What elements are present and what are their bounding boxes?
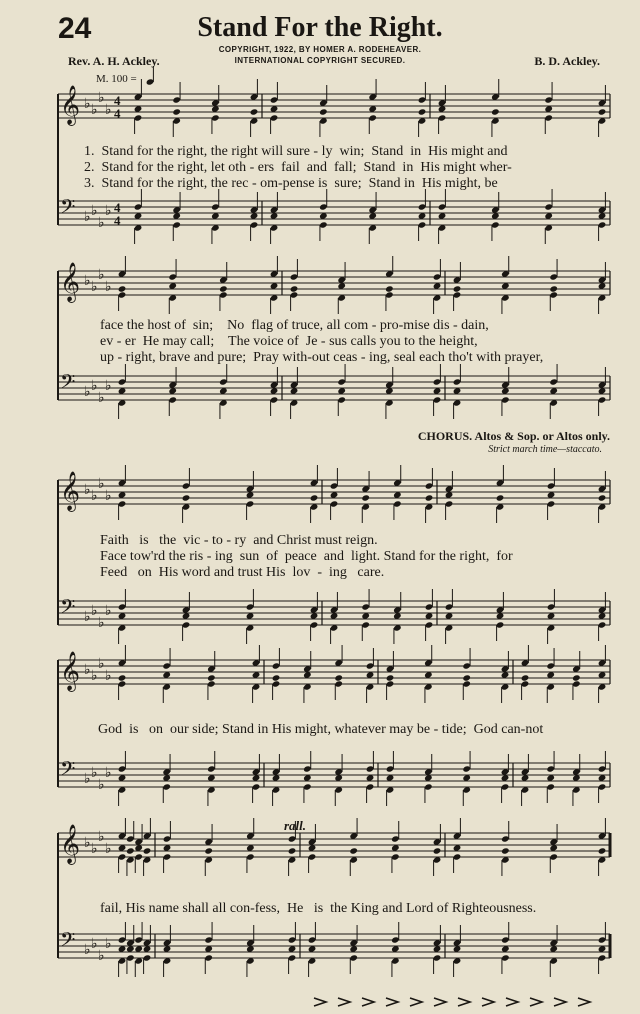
bass-clef-icon: 𝄢	[60, 195, 76, 223]
flat-icon: ♭	[84, 273, 91, 289]
flat-icon: ♭	[91, 203, 98, 219]
verse1-line1: 1. Stand for the right, the right will sure - ly win; Stand in His might and	[84, 144, 508, 159]
hymn-title: Stand For the Right.	[197, 12, 443, 43]
flat-icon: ♭	[105, 841, 112, 857]
notehead	[453, 285, 462, 292]
bass-clef-icon: 𝄢	[60, 370, 76, 398]
notehead	[118, 674, 127, 681]
verse1-line3: Faith is the vic - to - ry and Christ must reign.	[100, 533, 378, 548]
flat-icon: ♭	[105, 102, 112, 118]
notehead	[118, 285, 127, 292]
flat-icon: ♭	[98, 829, 105, 845]
notehead	[425, 494, 434, 501]
notehead	[386, 674, 395, 681]
time-signature: 4	[114, 213, 121, 228]
flat-icon: ♭	[84, 482, 91, 498]
verse3-line1: 3. Stand for the right, the rec - om-pense is sure; Stand in His might, be	[84, 176, 498, 191]
flat-icon: ♭	[105, 279, 112, 295]
notehead	[418, 108, 427, 115]
chorus-line1: God is on our side; Stand in His might, whatever may be - tide; God can-not	[98, 722, 544, 737]
notehead	[250, 108, 259, 115]
verse3-line3: Feed on His word and trust His lov - ing care.	[100, 565, 385, 580]
notehead	[521, 674, 530, 681]
flat-icon: ♭	[84, 662, 91, 678]
notehead	[491, 108, 500, 115]
notehead	[219, 285, 228, 292]
notehead	[172, 108, 181, 115]
notehead	[334, 674, 343, 681]
chorus-line2: fail, His name shall all con-fess, He is the King and Lord of Righteousness.	[100, 901, 537, 916]
flat-icon: ♭	[91, 765, 98, 781]
notehead	[433, 847, 442, 854]
lyricist-credit: Rev. A. H. Ackley.	[68, 54, 160, 68]
treble-clef-icon: 𝄞	[60, 651, 81, 691]
accent-mark	[314, 998, 326, 1006]
flat-icon: ♭	[98, 90, 105, 106]
time-signature: 4	[114, 106, 121, 121]
flat-icon: ♭	[91, 936, 98, 952]
notehead	[182, 494, 191, 501]
flat-icon: ♭	[105, 378, 112, 394]
notehead	[290, 285, 299, 292]
flat-icon: ♭	[91, 378, 98, 394]
bass-clef-icon: 𝄢	[60, 757, 76, 785]
notehead	[310, 494, 319, 501]
flat-icon: ♭	[84, 771, 91, 787]
notehead	[126, 847, 135, 854]
notehead	[462, 674, 471, 681]
flat-icon: ♭	[105, 765, 112, 781]
verse2-line3: Face tow'rd the ris - ing sun of peace and light. Stand for the right, for	[100, 549, 513, 564]
treble-clef-icon: 𝄞	[60, 85, 81, 125]
notehead	[598, 847, 607, 854]
flat-icon: ♭	[91, 279, 98, 295]
notehead	[501, 847, 510, 854]
flat-icon: ♭	[105, 203, 112, 219]
notehead	[598, 108, 607, 115]
flat-icon: ♭	[91, 841, 98, 857]
flat-icon: ♭	[105, 603, 112, 619]
bass-clef-icon: 𝄢	[60, 928, 76, 956]
tempo-marking: M. 100 =	[96, 73, 137, 85]
flat-icon: ♭	[84, 609, 91, 625]
notehead	[143, 847, 152, 854]
time-signature: 4	[114, 200, 121, 215]
flat-icon: ♭	[98, 615, 105, 631]
chorus-direction: Strict march time—staccato.	[488, 444, 602, 455]
notehead	[319, 108, 328, 115]
hymn-number: 24	[58, 12, 92, 45]
notehead	[288, 847, 297, 854]
flat-icon: ♭	[105, 668, 112, 684]
flat-icon: ♭	[98, 267, 105, 283]
accent-mark	[410, 998, 422, 1006]
notehead	[204, 847, 213, 854]
accent-mark	[554, 998, 566, 1006]
accent-mark	[338, 998, 350, 1006]
notehead	[598, 494, 607, 501]
flat-icon: ♭	[91, 668, 98, 684]
notehead	[572, 674, 581, 681]
flat-icon: ♭	[91, 102, 98, 118]
flat-icon: ♭	[84, 209, 91, 225]
verse3-line2: up - right, brave and pure; Pray with-out ceas - ing, seal each tho't with prayer,	[100, 350, 544, 365]
accent-mark	[578, 998, 590, 1006]
verse2-line2: ev - er He may call; The voice of Je - sus calls you to the height,	[100, 334, 478, 349]
copyright-line-2: INTERNATIONAL COPYRIGHT SECURED.	[234, 56, 406, 65]
notehead	[549, 285, 558, 292]
composer-credit: B. D. Ackley.	[534, 54, 600, 68]
flat-icon: ♭	[105, 936, 112, 952]
flat-icon: ♭	[91, 488, 98, 504]
flat-icon: ♭	[98, 476, 105, 492]
notehead	[385, 285, 394, 292]
notehead	[207, 674, 216, 681]
accent-mark	[434, 998, 446, 1006]
verse1-line2: face the host of sin; No flag of truce, all com - pro-mise dis - dain,	[100, 318, 489, 333]
accent-mark	[362, 998, 374, 1006]
notehead	[361, 494, 370, 501]
flat-icon: ♭	[98, 948, 105, 964]
notehead	[349, 847, 358, 854]
rall-marking: rall.	[284, 818, 307, 833]
flat-icon: ♭	[98, 656, 105, 672]
flat-icon: ♭	[98, 215, 105, 231]
notehead	[272, 674, 281, 681]
flat-icon: ♭	[105, 488, 112, 504]
flat-icon: ♭	[84, 942, 91, 958]
flat-icon: ♭	[91, 603, 98, 619]
treble-clef-icon: 𝄞	[60, 262, 81, 302]
accent-mark	[530, 998, 542, 1006]
accent-mark	[386, 998, 398, 1006]
time-signature: 4	[114, 93, 121, 108]
flat-icon: ♭	[84, 96, 91, 112]
flat-icon: ♭	[84, 835, 91, 851]
treble-clef-icon: 𝄞	[60, 824, 81, 864]
bass-clef-icon: 𝄢	[60, 595, 76, 623]
copyright-line-1: COPYRIGHT, 1922, BY HOMER A. RODEHEAVER.	[218, 45, 422, 54]
flat-icon: ♭	[84, 384, 91, 400]
notehead	[496, 494, 505, 501]
flat-icon: ♭	[98, 390, 105, 406]
flat-icon: ♭	[98, 777, 105, 793]
verse2-line1: 2. Stand for the right, let oth - ers fail and fall; Stand in His might wher-	[84, 160, 512, 175]
accent-mark	[506, 998, 518, 1006]
accent-mark	[482, 998, 494, 1006]
chorus-label: CHORUS. Altos & Sop. or Altos only.	[417, 429, 610, 443]
accent-mark	[458, 998, 470, 1006]
treble-clef-icon: 𝄞	[60, 471, 81, 511]
